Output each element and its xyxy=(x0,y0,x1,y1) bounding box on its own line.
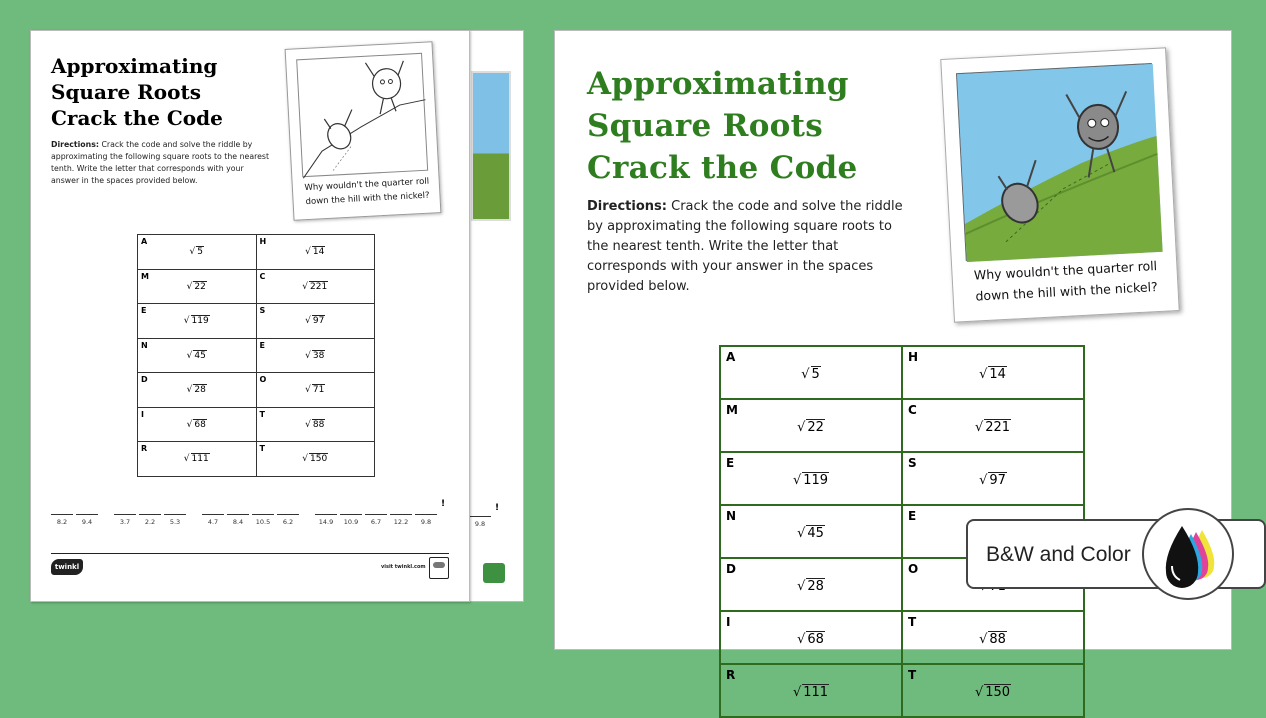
code-letter: M xyxy=(726,403,738,417)
code-cell xyxy=(138,269,257,304)
back-page-answer-blank: 9.8 xyxy=(469,505,491,528)
bw-directions: Directions: Crack the code and solve the riddle by approximating the following square roots to the nearest tenth. Write the letter that corresponds with your answer in the spaces provided below. xyxy=(51,140,270,185)
code-letter: E xyxy=(259,340,265,350)
code-cell xyxy=(256,373,375,408)
bw-answer-blanks xyxy=(51,499,463,533)
square-root-value: √ 14 xyxy=(305,247,325,257)
answer-blank xyxy=(164,503,186,526)
quality-badge-icon xyxy=(429,557,449,579)
color-title: Approximating Square Roots Crack the Code xyxy=(587,66,858,186)
answer-blank xyxy=(340,503,362,526)
answer-number: 5.3 xyxy=(169,518,181,526)
code-cell xyxy=(138,373,257,408)
back-page-photo-edge xyxy=(471,71,511,221)
code-letter: A xyxy=(726,350,736,364)
square-root-value: √ 28 xyxy=(797,579,824,594)
back-page-exclamation: ! xyxy=(495,503,500,513)
answer-number: 2.2 xyxy=(144,518,156,526)
code-cell xyxy=(256,304,375,339)
square-root-value: √ 71 xyxy=(305,385,325,395)
code-cell xyxy=(256,338,375,373)
answer-number: 6.7 xyxy=(370,518,382,526)
bw-code-table xyxy=(137,234,375,477)
code-cell xyxy=(720,505,902,558)
bw-riddle-photo xyxy=(285,41,442,221)
bw-worksheet xyxy=(30,30,470,602)
code-letter: E xyxy=(726,456,735,470)
square-root-value: √ 119 xyxy=(183,316,209,326)
answer-blank xyxy=(390,503,412,526)
code-letter: R xyxy=(141,444,148,453)
square-root-value: √ 221 xyxy=(974,420,1011,435)
code-letter: S xyxy=(259,306,266,315)
code-cell xyxy=(138,442,257,477)
square-root-value: √ 22 xyxy=(186,281,206,292)
code-cell xyxy=(720,346,902,399)
color-riddle-photo xyxy=(940,47,1180,322)
code-cell xyxy=(256,407,375,442)
answer-blank xyxy=(76,503,98,526)
square-root-value: √ 14 xyxy=(979,367,1006,382)
footer-url: visit twinkl.com xyxy=(381,564,426,570)
riddle-exclamation: ! xyxy=(441,499,446,509)
square-root-value: √ 97 xyxy=(305,316,325,326)
square-root-value: √ 68 xyxy=(797,632,824,647)
code-cell xyxy=(902,399,1084,452)
code-cell xyxy=(138,235,257,270)
code-letter: R xyxy=(726,668,736,682)
code-row xyxy=(138,407,375,442)
answer-blank xyxy=(277,503,299,526)
square-root-value: √ 28 xyxy=(186,385,206,395)
code-letter: C xyxy=(259,271,266,281)
code-row xyxy=(138,373,375,408)
answer-number: 9.8 xyxy=(420,518,432,526)
square-root-value: √ 97 xyxy=(979,473,1006,488)
ink-drops-icon xyxy=(1142,508,1234,600)
code-letter: D xyxy=(726,562,736,576)
code-row xyxy=(720,346,1084,399)
code-cell xyxy=(256,442,375,477)
bw-coins-illustration xyxy=(296,53,428,177)
answer-blank xyxy=(227,503,249,526)
code-cell xyxy=(720,611,902,664)
bw-title: Approximating Square Roots Crack the Code xyxy=(51,54,223,130)
square-root-value: √ 45 xyxy=(186,350,206,361)
code-row xyxy=(138,442,375,477)
code-cell xyxy=(902,611,1084,664)
bw-footer-rule xyxy=(51,553,449,554)
answer-blank xyxy=(202,503,224,526)
code-letter: C xyxy=(908,403,917,417)
code-row xyxy=(720,664,1084,717)
answer-number: 3.7 xyxy=(119,518,131,526)
square-root-value: √ 5 xyxy=(801,367,820,382)
code-letter: H xyxy=(259,237,267,246)
code-letter: T xyxy=(908,615,917,629)
code-letter: I xyxy=(141,409,144,419)
code-letter: D xyxy=(141,375,148,384)
square-root-value: √ 88 xyxy=(305,419,325,430)
code-letter: E xyxy=(908,509,917,523)
code-letter: O xyxy=(908,562,919,576)
code-letter: O xyxy=(259,375,267,384)
bw-and-color-text: B&W and Color xyxy=(986,543,1131,566)
code-cell xyxy=(902,346,1084,399)
square-root-value: √ 119 xyxy=(792,473,829,488)
answer-blank xyxy=(252,503,274,526)
code-cell xyxy=(138,338,257,373)
answer-number: 10.9 xyxy=(343,518,359,526)
code-letter: E xyxy=(141,306,147,315)
code-cell xyxy=(902,664,1084,717)
answer-blank xyxy=(365,503,387,526)
code-row xyxy=(138,235,375,270)
code-row xyxy=(720,611,1084,664)
code-cell xyxy=(720,452,902,505)
color-coins-illustration xyxy=(956,63,1162,261)
square-root-value: √ 150 xyxy=(302,454,328,464)
answer-number: 8.4 xyxy=(232,518,244,526)
code-row xyxy=(138,304,375,339)
square-root-value: √ 22 xyxy=(797,420,824,435)
back-page-badge xyxy=(483,563,505,583)
answer-number: 9.4 xyxy=(81,518,93,526)
answer-blank xyxy=(415,503,437,526)
code-cell xyxy=(720,558,902,611)
answer-number: 14.9 xyxy=(318,518,334,526)
code-cell xyxy=(902,452,1084,505)
answer-number: 6.2 xyxy=(282,518,294,526)
code-letter: A xyxy=(141,237,148,246)
square-root-value: √ 45 xyxy=(797,526,824,541)
code-cell xyxy=(138,304,257,339)
square-root-value: √ 221 xyxy=(302,281,328,292)
code-row xyxy=(720,452,1084,505)
square-root-value: √ 88 xyxy=(979,632,1006,647)
square-root-value: √ 111 xyxy=(183,454,209,464)
color-riddle-caption: Why wouldn't the quarter roll down the hill with the nickel? xyxy=(973,258,1159,304)
answer-number: 4.7 xyxy=(207,518,219,526)
code-letter: N xyxy=(141,340,148,350)
square-root-value: √ 111 xyxy=(792,685,829,700)
answer-blank xyxy=(114,503,136,526)
code-cell xyxy=(256,269,375,304)
answer-blank xyxy=(51,503,73,526)
code-row xyxy=(720,399,1084,452)
code-letter: N xyxy=(726,509,737,523)
code-row xyxy=(138,338,375,373)
answer-number: 8.2 xyxy=(56,518,68,526)
code-row xyxy=(138,269,375,304)
code-cell xyxy=(720,664,902,717)
square-root-value: √ 68 xyxy=(186,419,206,430)
code-letter: M xyxy=(141,271,149,281)
square-root-value: √ 38 xyxy=(305,350,325,361)
code-cell xyxy=(256,235,375,270)
answer-number: 10.5 xyxy=(255,518,271,526)
code-letter: S xyxy=(908,456,917,470)
square-root-value: √ 5 xyxy=(189,247,203,257)
twinkl-logo: twinkl xyxy=(51,559,83,575)
code-letter: I xyxy=(726,615,731,629)
code-letter: T xyxy=(259,409,265,419)
answer-blank xyxy=(315,503,337,526)
bw-riddle-caption: Why wouldn't the quarter roll down the hill with the nickel? xyxy=(304,176,430,208)
answer-number: 12.2 xyxy=(393,518,409,526)
answer-blank xyxy=(139,503,161,526)
code-letter: T xyxy=(259,444,265,453)
code-cell xyxy=(720,399,902,452)
code-letter: T xyxy=(908,668,917,682)
code-cell xyxy=(138,407,257,442)
code-letter: H xyxy=(908,350,919,364)
color-directions: Directions: Crack the code and solve the riddle by approximating the following square roots to the nearest tenth. Write the letter that corresponds with your answer in the spaces provided below. xyxy=(587,199,903,294)
square-root-value: √ 150 xyxy=(974,685,1011,700)
